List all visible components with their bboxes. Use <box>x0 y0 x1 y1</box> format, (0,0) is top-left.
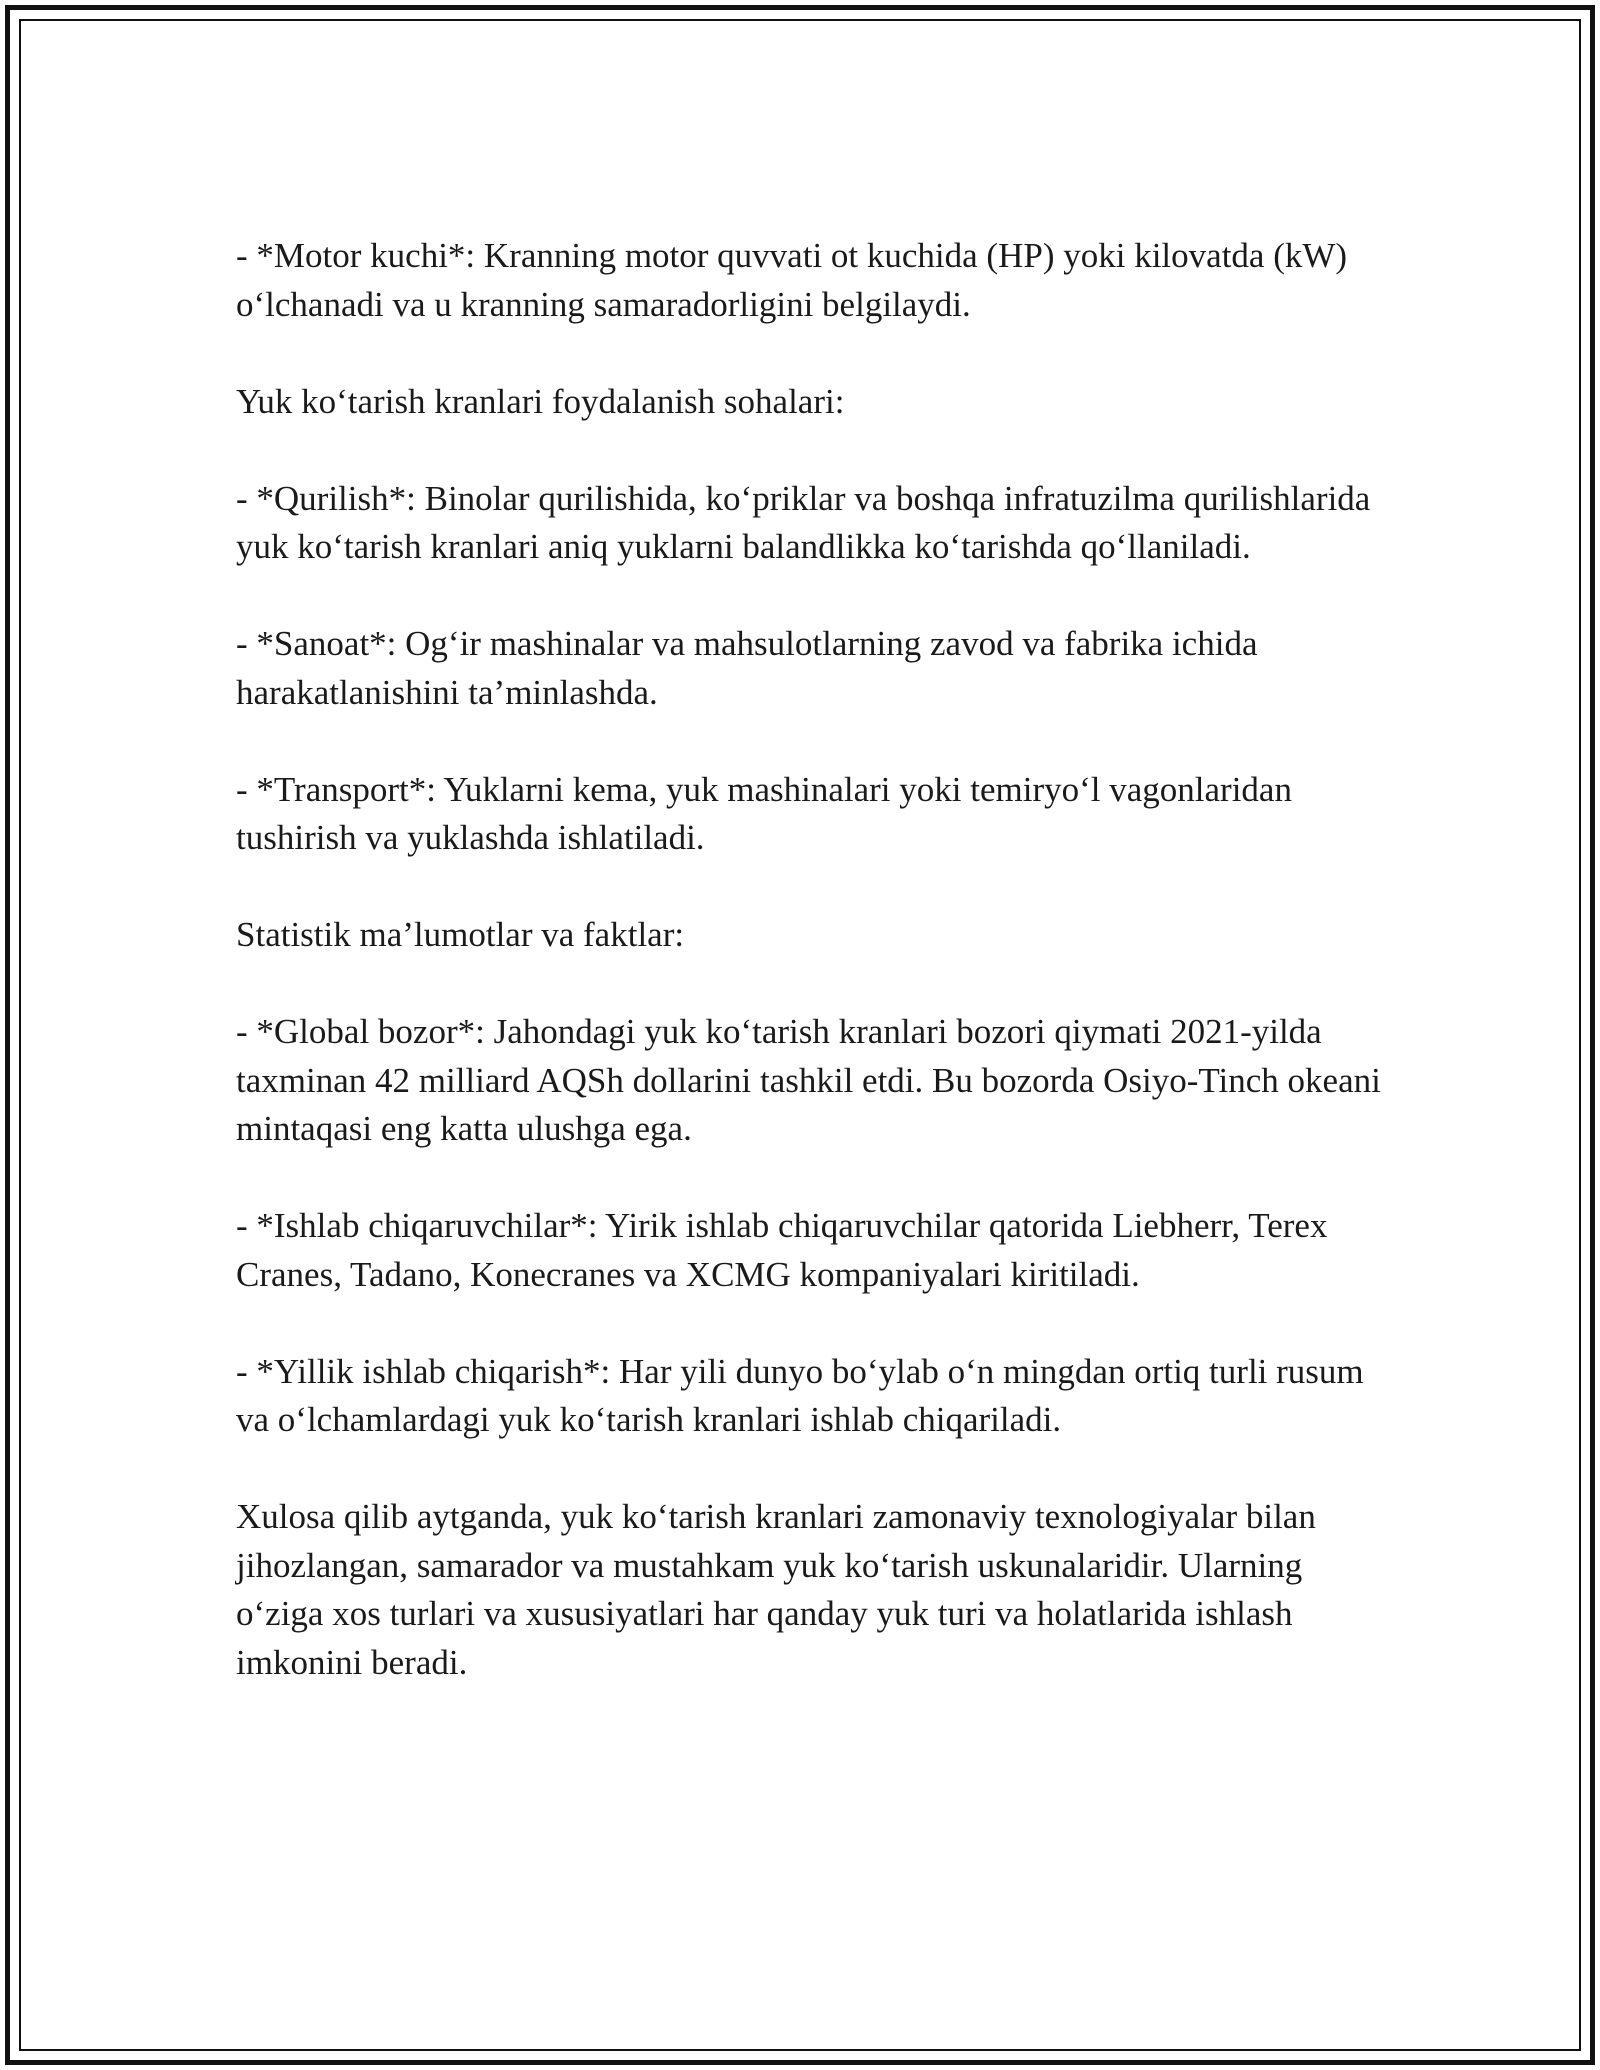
heading-statistics: Statistik ma’lumotlar va faktlar: <box>236 915 685 954</box>
paragraph-industry: - *Sanoat*: Og‘ir mashinalar va mahsulotlarning zavod va fabrika ichida harakatlanishini ta’minlashda. <box>236 624 1258 712</box>
paragraph-global-market: - *Global bozor*: Jahondagi yuk ko‘tarish kranlari bozori qiymati 2021-yilda taxminan 42 milliard AQSh dollarini tashkil etdi. Bu bozorda Osiyo-Tinch okeani mintaqasi eng katta ulushga ega. <box>236 1012 1381 1148</box>
paragraph-construction: - *Qurilish*: Binolar qurilishida, ko‘priklar va boshqa infratuzilma qurilishlarida yuk ko‘tarish kranlari aniq yuklarni balandlikka ko‘tarishda qo‘llaniladi. <box>236 478 1371 566</box>
paragraph-conclusion: Xulosa qilib aytganda, yuk ko‘tarish kranlari zamonaviy texnologiyalar bilan jihozlangan, samarador va mustahkam yuk ko‘tarish uskunalaridir. Ularning o‘ziga xos turlari va xususiyatlari har qanday yuk turi va holatlarida ishlash imkonini beradi. <box>236 1497 1316 1682</box>
paragraph-annual-production: - *Yillik ishlab chiqarish*: Har yili dunyo bo‘ylab o‘n mingdan ortiq turli rusum va o‘lchamlardagi yuk ko‘tarish kranlari ishlab chiqariladi. <box>236 1351 1364 1439</box>
paragraph-motor-power: - *Motor kuchi*: Kranning motor quvvati ot kuchida (HP) yoki kilovatda (kW) o‘lchanadi va u kranning samaradorligini belgilaydi. <box>236 236 1348 324</box>
heading-usage-areas: Yuk ko‘tarish kranlari foydalanish sohalari: <box>236 381 845 421</box>
paragraph-manufacturers: - *Ishlab chiqaruvchilar*: Yirik ishlab chiqaruvchilar qatorida Liebherr, Terex Cranes, Tadano, Konecranes va XCMG kompaniyalari kiritiladi. <box>236 1206 1328 1294</box>
document-body <box>236 232 1396 1736</box>
paragraph-transport: - *Transport*: Yuklarni kema, yuk mashinalari yoki temiryo‘l vagonlaridan tushirish va yuklashda ishlatiladi. <box>236 769 1292 857</box>
